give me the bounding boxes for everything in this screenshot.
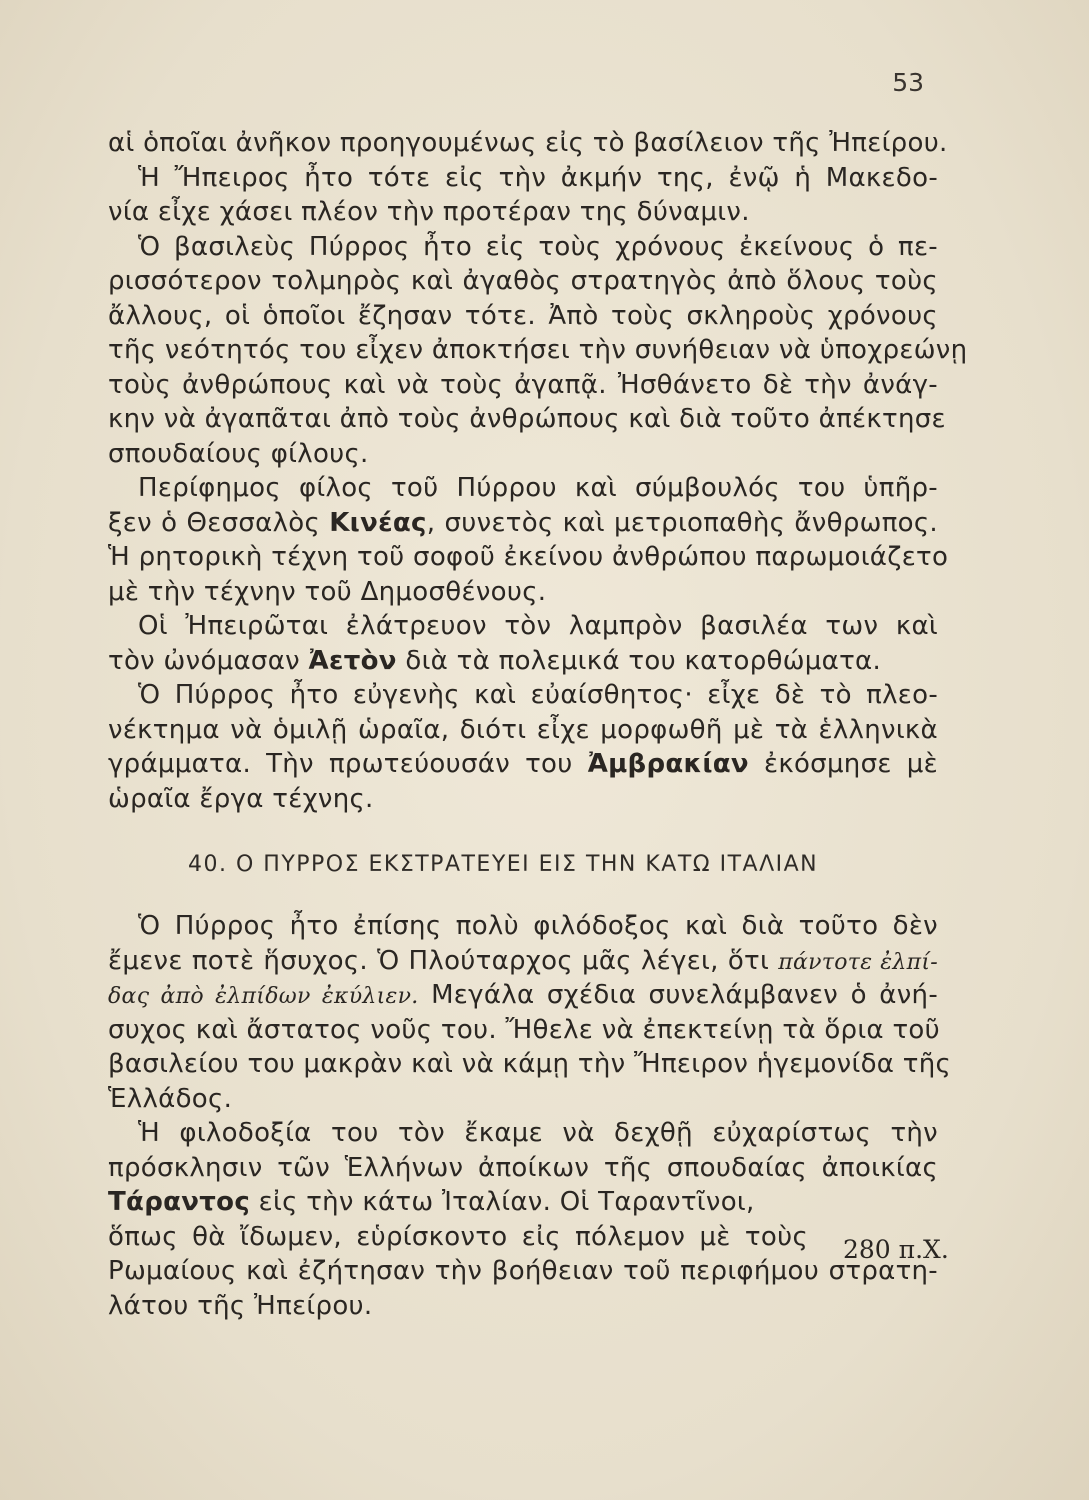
text-span: ἔμενε ποτὲ ἥσυχος. Ὁ Πλούταρχος μᾶς λέγει, ὅτι bbox=[108, 945, 779, 976]
text-line: Περίφημος φίλος τοῦ Πύρρου καὶ σύμβουλός του ὑπῆρ- bbox=[138, 473, 938, 503]
text-line: σπουδαίους φίλους. bbox=[108, 438, 369, 469]
page-number: 53 bbox=[892, 68, 924, 97]
name-taras: Τάραντος bbox=[108, 1187, 251, 1217]
text-span: , συνετὸς καὶ μετριοπαθὴς ἄνθρωπος. bbox=[426, 507, 938, 538]
text-line bbox=[108, 1185, 828, 1220]
text-span: ἐκόσμησε μὲ bbox=[748, 749, 938, 779]
text-span: γράμματα. Τὴν πρωτεύουσάν του bbox=[108, 749, 588, 779]
text-line: λάτου τῆς Ἠπείρου. bbox=[108, 1290, 373, 1321]
text-line: ὡραῖα ἔργα τέχνης. bbox=[108, 783, 374, 814]
text-line: νία εἶχε χάσει πλέον τὴν προτέραν της δύναμιν. bbox=[108, 197, 750, 227]
text-line: μὲ τὴν τέχνην τοῦ Δημοσθένους. bbox=[108, 576, 547, 607]
text-span: Μεγάλα σχέδια συνελάμβανεν ὁ ἀνή- bbox=[418, 980, 938, 1010]
text-line: Ἡ φιλοδοξία του τὸν ἔκαμε νὰ δεχθῇ εὐχαρίστως τὴν bbox=[138, 1118, 938, 1148]
text-line bbox=[108, 644, 938, 679]
text-line: ρισσότερον τολμηρὸς καὶ ἀγαθὸς στρατηγὸς ἀπὸ ὅλους τοὺς bbox=[108, 266, 938, 296]
text-line: πρόσκλησιν τῶν Ἑλλήνων ἀποίκων τῆς σπουδαίας ἀποικίας bbox=[108, 1152, 938, 1183]
text-line: τῆς νεότητός του εἶχεν ἀποκτήσει τὴν συνήθειαν νὰ ὑποχρεώνῃ bbox=[108, 335, 968, 365]
text-line: Ἡ Ἤπειρος ἦτο τότε εἰς τὴν ἀκμήν της, ἐνῷ ἡ Μακεδο- bbox=[138, 162, 938, 193]
name-ambrakia: Ἀμβρακίαν bbox=[587, 749, 749, 779]
text-line: Ρωμαίους καὶ ἐζήτησαν τὴν βοήθειαν τοῦ περιφήμου στρατη- bbox=[108, 1256, 938, 1286]
text-line: νέκτημα νὰ ὁμιλῇ ὡραῖα, διότι εἶχε μορφωθῆ μὲ τὰ ἑλληνικὰ bbox=[108, 714, 938, 745]
text-line bbox=[108, 506, 938, 541]
name-kineas: Κινέας bbox=[329, 507, 427, 538]
text-line: Ὁ Πύρρος ἦτο ἐπίσης πολὺ φιλόδοξος καὶ διὰ τοῦτο δὲν bbox=[138, 911, 938, 941]
section-heading: 40. Ο ΠΥΡΡΟΣ ΕΚΣΤΡΑΤΕΥΕΙ ΕΙΣ ΤΗΝ ΚΑΤΩ ΙΤΑΛΙΑΝ bbox=[188, 852, 819, 877]
text-line: Ἡ ρητορικὴ τέχνη τοῦ σοφοῦ ἐκείνου ἀνθρώπου παρωμοιάζετο bbox=[108, 542, 949, 572]
text-line bbox=[108, 747, 938, 782]
text-line bbox=[108, 944, 938, 979]
text-line: βασιλείου του μακρὰν καὶ νὰ κάμῃ τὴν Ἤπειρον ἡγεμονίδα τῆς bbox=[108, 1049, 952, 1079]
text-line: Οἱ Ἠπειρῶται ἐλάτρευον τὸν λαμπρὸν βασιλέα των καὶ bbox=[138, 611, 938, 641]
text-line: ἄλλους, οἱ ὁποῖοι ἔζησαν τότε. Ἀπὸ τοὺς σκληροὺς χρόνους bbox=[108, 300, 938, 331]
text-line: Ὁ βασιλεὺς Πύρρος ἦτο εἰς τοὺς χρόνους ἐκείνους ὁ πε- bbox=[138, 231, 938, 262]
quote-span: πάντοτε ἐλπί- bbox=[778, 949, 938, 975]
text-span: τὸν ὠνόμασαν bbox=[108, 645, 309, 676]
text-line: ὅπως θὰ ἴδωμεν, εὑρίσκοντο εἰς πόλεμον μὲ τοὺς bbox=[108, 1221, 808, 1252]
text-line: Ἑλλάδος. bbox=[108, 1083, 233, 1114]
margin-date-note: 280 π.Χ. bbox=[843, 1235, 949, 1264]
text-line: κην νὰ ἀγαπᾶται ἀπὸ τοὺς ἀνθρώπους καὶ διὰ τοῦτο ἀπέκτησε bbox=[108, 404, 946, 434]
text-line: αἱ ὁποῖαι ἀνῆκον προηγουμένως εἰς τὸ βασίλειον τῆς Ἠπείρου. bbox=[108, 128, 948, 158]
text-line: συχος καὶ ἄστατος νοῦς του. Ἤθελε νὰ ἐπεκτείνῃ τὰ ὅρια τοῦ bbox=[108, 1014, 940, 1045]
text-line: τοὺς ἀνθρώπους καὶ νὰ τοὺς ἀγαπᾷ. Ἠσθάνετο δὲ τὴν ἀνάγ- bbox=[108, 369, 938, 400]
text-span: ξεν ὁ Θεσσαλὸς bbox=[108, 507, 330, 538]
text-line bbox=[108, 978, 938, 1013]
text-span: εἰς τὴν κάτω Ἰταλίαν. Οἱ Ταραντῖνοι, bbox=[250, 1187, 755, 1217]
page-content bbox=[108, 126, 968, 1323]
text-span: διὰ τὰ πολεμικά του κατορθώματα. bbox=[396, 645, 882, 676]
text-line: Ὁ Πύρρος ἦτο εὐγενὴς καὶ εὐαίσθητος· εἶχε δὲ τὸ πλεο- bbox=[138, 680, 938, 710]
name-aetos: Ἀετὸν bbox=[308, 645, 397, 676]
quote-span: δας ἀπὸ ἐλπίδων ἐκύλιεν. bbox=[108, 984, 419, 1009]
